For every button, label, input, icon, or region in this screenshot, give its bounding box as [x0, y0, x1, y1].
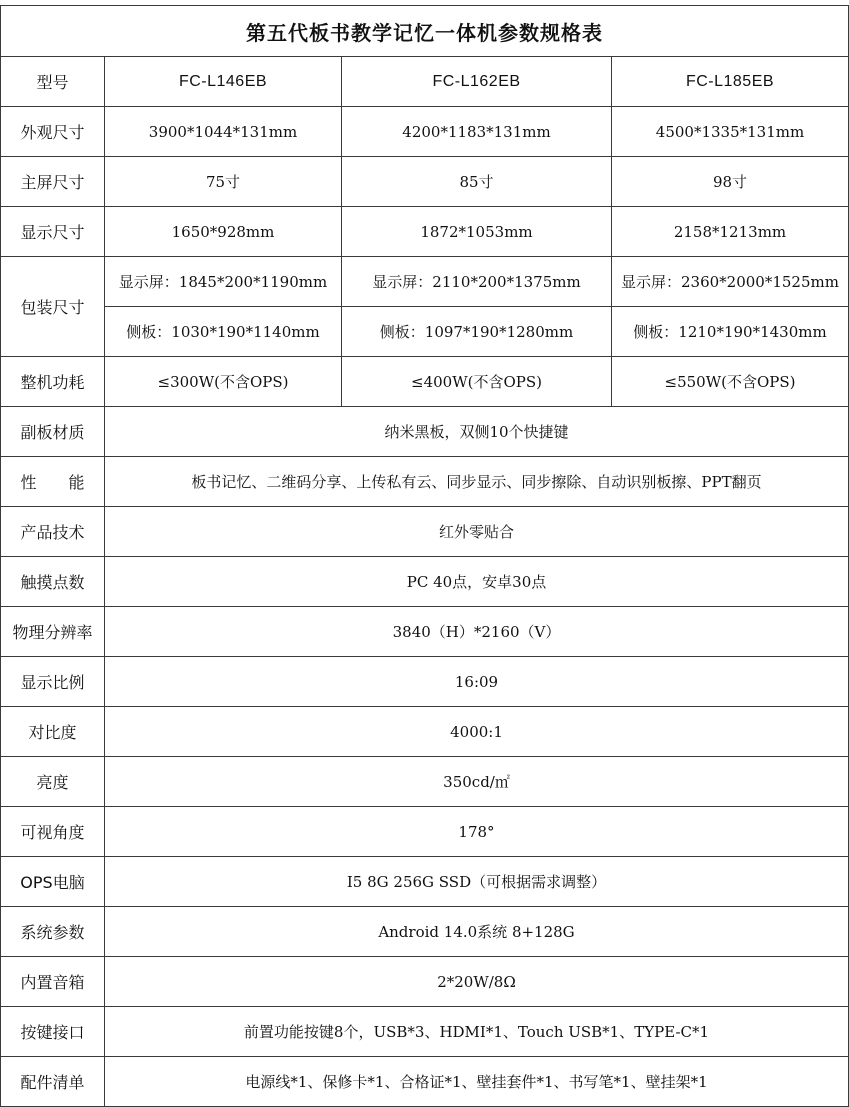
- row-label: 型号: [1, 57, 105, 107]
- table-row-shared: [1, 707, 849, 757]
- row-label: 物理分辨率: [1, 607, 105, 657]
- row-label: 主屏尺寸: [1, 157, 105, 207]
- table-row-shared: [1, 657, 849, 707]
- value-cell: PC 40点，安卓30点: [105, 557, 849, 607]
- value-cell: 85寸: [342, 157, 612, 207]
- model-cell: FC-L185EB: [612, 57, 849, 107]
- row-label: 包装尺寸: [1, 257, 105, 357]
- value-cell: 16:09: [105, 657, 849, 707]
- model-cell: FC-L162EB: [342, 57, 612, 107]
- value-cell: 2*20W/8Ω: [105, 957, 849, 1007]
- value-cell: 电源线*1、保修卡*1、合格证*1、壁挂套件*1、书写笔*1、壁挂架*1: [105, 1057, 849, 1107]
- value-cell: ≤550W(不含OPS): [612, 357, 849, 407]
- row-label: 显示尺寸: [1, 207, 105, 257]
- spec-table: [0, 5, 849, 1107]
- table-row-screen-size: [1, 157, 849, 207]
- row-label: 产品技术: [1, 507, 105, 557]
- row-label: 可视角度: [1, 807, 105, 857]
- table-row-shared: [1, 907, 849, 957]
- row-label: 显示比例: [1, 657, 105, 707]
- value-cell: 98寸: [612, 157, 849, 207]
- value-cell: 显示屏：1845*200*1190mm: [105, 257, 342, 307]
- value-cell: 前置功能按键8个，USB*3、HDMI*1、Touch USB*1、TYPE-C*1: [105, 1007, 849, 1057]
- table-row-packing-screen: [1, 257, 849, 307]
- table-row-shared: [1, 507, 849, 557]
- value-cell: 板书记忆、二维码分享、上传私有云、同步显示、同步擦除、自动识别板擦、PPT翻页: [105, 457, 849, 507]
- row-label: 整机功耗: [1, 357, 105, 407]
- model-cell: FC-L146EB: [105, 57, 342, 107]
- table-row-power: [1, 357, 849, 407]
- row-label: 外观尺寸: [1, 107, 105, 157]
- row-label: OPS电脑: [1, 857, 105, 907]
- table-row-shared: [1, 757, 849, 807]
- table-row-dimensions: [1, 107, 849, 157]
- value-cell: ≤400W(不含OPS): [342, 357, 612, 407]
- value-cell: 侧板：1210*190*1430mm: [612, 307, 849, 357]
- table-row-shared: [1, 857, 849, 907]
- table-row-shared: [1, 457, 849, 507]
- row-label: 配件清单: [1, 1057, 105, 1107]
- value-cell: 1650*928mm: [105, 207, 342, 257]
- value-cell: 纳米黑板，双侧10个快捷键: [105, 407, 849, 457]
- row-label: 内置音箱: [1, 957, 105, 1007]
- table-row-shared: [1, 607, 849, 657]
- value-cell: 178°: [105, 807, 849, 857]
- table-row-shared: [1, 407, 849, 457]
- value-cell: ≤300W(不含OPS): [105, 357, 342, 407]
- table-row-display-size: [1, 207, 849, 257]
- value-cell: 3840（H）*2160（V）: [105, 607, 849, 657]
- table-row-shared: [1, 1057, 849, 1107]
- value-cell: 红外零贴合: [105, 507, 849, 557]
- row-label: 副板材质: [1, 407, 105, 457]
- value-cell: 4000:1: [105, 707, 849, 757]
- value-cell: 侧板：1097*190*1280mm: [342, 307, 612, 357]
- value-cell: 4500*1335*131mm: [612, 107, 849, 157]
- table-title: 第五代板书教学记忆一体机参数规格表: [1, 6, 849, 57]
- table-row-model: [1, 57, 849, 107]
- table-row-packing-side: [1, 307, 849, 357]
- value-cell: 2158*1213mm: [612, 207, 849, 257]
- row-label: 按键接口: [1, 1007, 105, 1057]
- value-cell: 75寸: [105, 157, 342, 207]
- row-label: 亮度: [1, 757, 105, 807]
- value-cell: 显示屏：2110*200*1375mm: [342, 257, 612, 307]
- table-row-shared: [1, 1007, 849, 1057]
- value-cell: 显示屏：2360*2000*1525mm: [612, 257, 849, 307]
- row-label: 对比度: [1, 707, 105, 757]
- value-cell: 350cd/㎡: [105, 757, 849, 807]
- row-label: 性 能: [1, 457, 105, 507]
- value-cell: 侧板：1030*190*1140mm: [105, 307, 342, 357]
- table-row-shared: [1, 807, 849, 857]
- row-label: 触摸点数: [1, 557, 105, 607]
- table-row-shared: [1, 957, 849, 1007]
- value-cell: 1872*1053mm: [342, 207, 612, 257]
- value-cell: I5 8G 256G SSD（可根据需求调整）: [105, 857, 849, 907]
- value-cell: 3900*1044*131mm: [105, 107, 342, 157]
- value-cell: 4200*1183*131mm: [342, 107, 612, 157]
- table-row-shared: [1, 557, 849, 607]
- value-cell: Android 14.0系统 8+128G: [105, 907, 849, 957]
- row-label: 系统参数: [1, 907, 105, 957]
